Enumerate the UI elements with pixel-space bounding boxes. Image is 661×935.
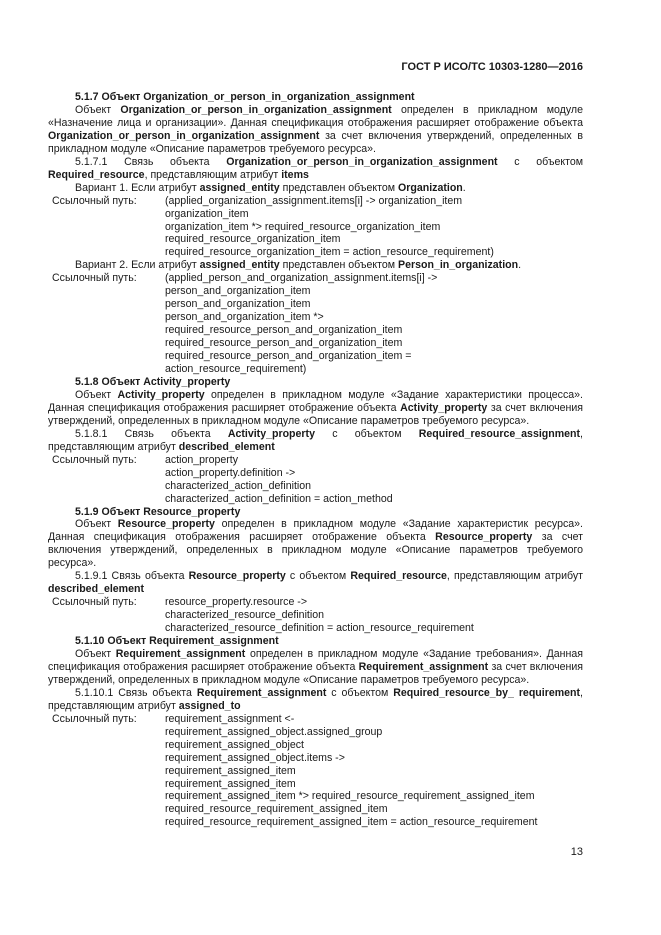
path-line: resource_property.resource -> xyxy=(165,596,308,609)
section-title-5-1-9: 5.1.9 Объект Resource_property xyxy=(75,505,241,518)
path-line: (applied_person_and_organization_assignment.items[i] -> xyxy=(165,272,438,285)
path-line: action_property.definition -> xyxy=(165,466,296,479)
variant-1-text: Вариант 1. Если атрибут assigned_entity представлен объектом Organization. xyxy=(75,181,466,194)
path-line: required_resource_requirement_assigned_item xyxy=(165,803,388,816)
variant-2-text: Вариант 2. Если атрибут assigned_entity представлен объектом Person_in_organization. xyxy=(75,259,522,272)
path-line: required_resource_person_and_organization_item xyxy=(165,324,403,337)
paragraph-5-1-7-1-relation: 5.1.7.1 Связь объекта Organization_or_person_in_organization_assignment с объектом Required_resource, представляющим атрибут items xyxy=(48,155,584,181)
path-line: requirement_assigned_object.assigned_group xyxy=(165,725,383,738)
path-line: requirement_assigned_object xyxy=(165,738,304,751)
reference-path-block xyxy=(48,596,583,635)
reference-path-label: Ссылочный путь: xyxy=(52,596,137,609)
path-line: requirement_assigned_object.items -> xyxy=(165,751,345,764)
paragraph-5-1-10-1-relation: 5.1.10.1 Связь объекта Requirement_assignment с объектом Required_resource_by_ requirement, представляющим атрибут assigned_to xyxy=(48,686,583,712)
path-line: characterized_resource_definition = action_resource_requirement xyxy=(165,622,474,635)
paragraph-5-1-9-description: Объект Resource_property определен в прикладном модуле «Задание характеристик ресурса». Данная спецификация отображения расширяет отображение объекта Resource_property за счет включения утверждений, определенных в прикладном модуле «Описание параметров требуемого ресурса». xyxy=(48,518,583,570)
page-number: 13 xyxy=(570,846,583,858)
path-line: characterized_resource_definition xyxy=(165,609,324,622)
path-line: action_resource_requirement) xyxy=(165,363,307,376)
path-line: requirement_assigned_item *> required_resource_requirement_assigned_item xyxy=(165,790,535,803)
reference-path-block xyxy=(48,272,583,376)
path-line: organization_item xyxy=(165,207,249,220)
path-line: required_resource_organization_item = action_resource_requirement) xyxy=(165,246,494,259)
section-title-5-1-7: 5.1.7 Объект Organization_or_person_in_organization_assignment xyxy=(75,91,415,103)
paragraph-5-1-8-1-relation: 5.1.8.1 Связь объекта Activity_property с объектом Required_resource_assignment, представляющим атрибут described_element xyxy=(48,427,583,453)
path-line: required_resource_person_and_organization_item = xyxy=(165,350,412,363)
path-line: requirement_assigned_item xyxy=(165,764,296,777)
path-line: person_and_organization_item xyxy=(165,285,311,298)
section-title-5-1-10: 5.1.10 Объект Requirement_assignment xyxy=(75,635,279,648)
paragraph-5-1-7-description: Объект Organization_or_person_in_organization_assignment определен в прикладном модуле «Назначение лица и организации». Данная спецификация отображения расширяет отображение объекта Organization_or_person_in_organization_assignment за счет включения утверждений, определенных в прикладном модуле «Описание параметров требуемого ресурса». xyxy=(48,103,583,155)
path-line: required_resource_person_and_organization_item xyxy=(165,337,403,350)
reference-path-block xyxy=(48,195,583,260)
path-line: person_and_organization_item *> xyxy=(165,311,324,324)
reference-path-lines xyxy=(165,713,537,830)
path-line: requirement_assigned_item xyxy=(165,777,296,790)
paragraph-5-1-8-description: Объект Activity_property определен в прикладном модуле «Задание характеристики процесса». Данная спецификация отображения расширяет отображение объекта Activity_property за счет включения утверждений, определенных в прикладном модуле «Описание параметров требуемого ресурса». xyxy=(48,388,583,427)
reference-path-lines xyxy=(165,454,393,506)
path-line: required_resource_organization_item xyxy=(165,233,341,246)
reference-path-label: Ссылочный путь: xyxy=(52,272,137,285)
reference-path-lines xyxy=(165,195,494,260)
path-line: organization_item *> required_resource_organization_item xyxy=(165,220,441,233)
path-line: characterized_action_definition xyxy=(165,479,312,492)
reference-path-label: Ссылочный путь: xyxy=(52,453,137,466)
reference-path-label: Ссылочный путь: xyxy=(52,194,137,207)
paragraph-5-1-9-1-relation: 5.1.9.1 Связь объекта Resource_property с объектом Required_resource, представляющим атрибут described_element xyxy=(48,570,583,596)
path-line: person_and_organization_item xyxy=(165,298,311,311)
path-line: (applied_organization_assignment.items[i] -> organization_item xyxy=(165,194,463,207)
section-title-5-1-8: 5.1.8 Объект Activity_property xyxy=(75,375,231,388)
paragraph-5-1-10-description: Объект Requirement_assignment определен в прикладном модуле «Задание требования». Данная спецификация отображения расширяет отображение объекта Requirement_assignment за счет включения утверждений, определенных в прикладном модуле «Описание параметров требуемого ресурса». xyxy=(48,647,584,686)
reference-path-lines xyxy=(165,596,474,635)
path-line: action_property xyxy=(165,453,239,466)
document-header: ГОСТ Р ИСО/ТС 10303-1280—2016 xyxy=(401,61,583,73)
path-line: required_resource_requirement_assigned_item = action_resource_requirement xyxy=(165,816,538,829)
path-line: characterized_action_definition = action_method xyxy=(165,492,393,505)
reference-path-block xyxy=(48,454,583,506)
reference-path-label: Ссылочный путь: xyxy=(52,712,137,725)
reference-path-lines xyxy=(165,272,437,376)
path-line: requirement_assignment <- xyxy=(165,712,295,725)
page-content xyxy=(48,91,583,829)
reference-path-block xyxy=(48,713,583,830)
